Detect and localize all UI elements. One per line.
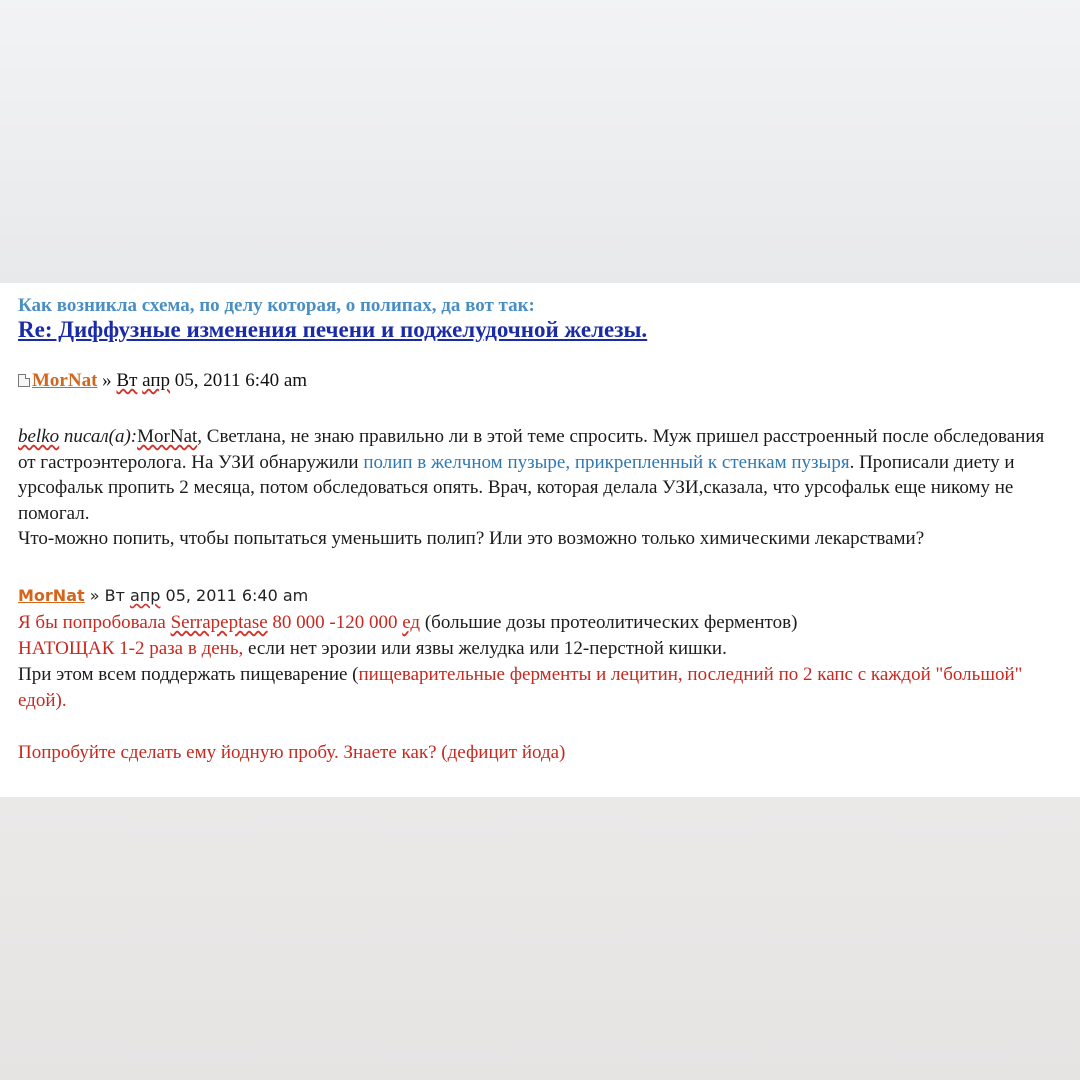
reply-final-advice: Попробуйте сделать ему йодную пробу. Знаете как? (дефицит йода) xyxy=(18,742,566,763)
topic-title-link[interactable]: Re: Диффузные изменения печени и поджелудочной железы. xyxy=(18,317,648,342)
reply-date: Вт апр 05, 2011 6:40 am xyxy=(104,586,309,605)
reply-message xyxy=(18,610,1058,766)
reply-line-3: При этом всем поддержать пищеварение (пищеварительные ферменты и лецитин, последний по 2 капс с каждой "большой" едой). xyxy=(18,664,1023,711)
background-bottom xyxy=(0,797,1080,1080)
post-date: Вт апр 05, 2011 6:40 am xyxy=(116,370,308,391)
highlighted-finding: полип в желчном пузыре, прикрепленный к стенкам пузыря xyxy=(363,451,850,473)
drug-name: Serrapeptase xyxy=(170,612,268,633)
author-link[interactable]: MorNat xyxy=(32,370,98,391)
quoted-user: belko xyxy=(18,426,60,447)
quote-question: Что-можно попить, чтобы попытаться уменьшить полип? Или это возможно только химическими лекарствами? xyxy=(18,528,925,550)
post-header xyxy=(18,370,307,392)
wrote-label: писал(а): xyxy=(59,426,138,447)
addressee: MorNat xyxy=(137,426,198,447)
separator: » xyxy=(97,370,117,391)
background-top xyxy=(0,0,1080,283)
forum-screenshot-panel xyxy=(0,283,1080,797)
post-icon[interactable] xyxy=(18,374,30,387)
reply-line-2: НАТОЩАК 1-2 раза в день, если нет эрозии или язвы желудка или 12-перстной кишки. xyxy=(18,638,727,659)
intro-caption: Как возникла схема, по делу которая, о полипах, да вот так: xyxy=(18,295,535,316)
quoted-message: belko писал(а):MorNat, Светлана, не знаю правильно ли в этой теме спросить. Муж пришел расстроенный после обследования от гастроэнтеролога. На УЗИ обнаружили полип в желчном пузыре, прикрепленный к стенкам пузыря. Прописали диету и урсофальк пропить 2 месяца, потом обследоваться опять. Врач, которая делала УЗИ,сказала, что урсофальк еще никому не помогал. Что-можно попить, чтобы попытаться уменьшить полип? Или это возможно только химическими лекарствами? xyxy=(18,426,1045,550)
reply-author-link[interactable]: MorNat xyxy=(18,586,85,605)
reply-header: MorNat » Вт апр 05, 2011 6:40 am xyxy=(18,586,309,605)
reply-line-1: Я бы попробовала Serrapeptase 80 000 -120 000 ед (большие дозы протеолитических ферментов) xyxy=(18,612,798,633)
